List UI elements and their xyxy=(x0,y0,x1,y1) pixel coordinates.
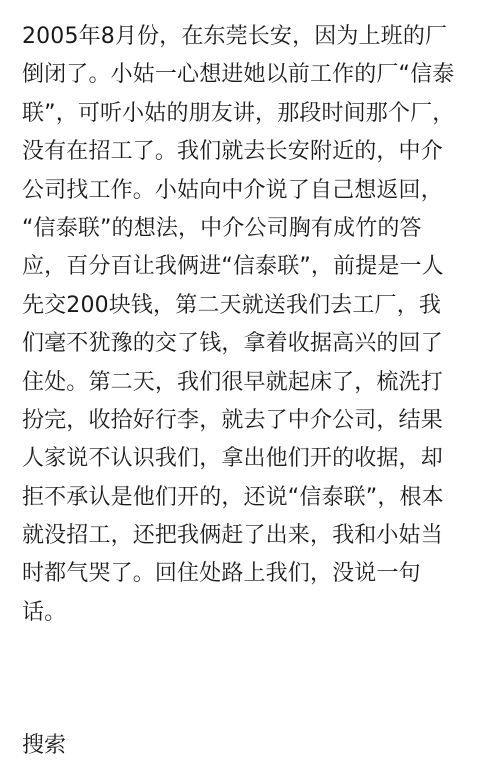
cut-off-next-line: 搜索 xyxy=(22,733,67,758)
article-line: 公司找工作。小姑向中介说了自己想返回， xyxy=(22,177,443,203)
article-line: 们毫不犹豫的交了钱，拿着收据高兴的回了 xyxy=(22,331,443,357)
article-body xyxy=(22,18,488,632)
article-line: “信泰联”的想法，中介公司胸有成竹的答 xyxy=(22,215,422,241)
article-line: 倒闭了。小姑一心想进她以前工作的厂“信泰 xyxy=(22,62,455,88)
article-line: 联”，可听小姑的朋友讲，那段时间那个厂， xyxy=(22,100,455,126)
article-line: 2005年8月份，在东莞长安，因为上班的厂 xyxy=(22,24,448,49)
article-line: 人家说不认识我们，拿出他们开的收据，却 xyxy=(22,446,443,472)
article-line: 话。 xyxy=(22,599,67,625)
article-line: 应，百分百让我俩进“信泰联”，前提是一人 xyxy=(22,254,444,280)
article-line: 就没招工，还把我俩赶了出来，我和小姑当 xyxy=(22,523,443,549)
article-line: 没有在招工了。我们就去长安附近的，中介 xyxy=(22,139,443,165)
article-line: 时都气哭了。回住处路上我们，没说一句 xyxy=(22,561,421,587)
article-line: 住处。第二天，我们很早就起床了，梳洗打 xyxy=(22,369,443,395)
article-line: 先交200块钱，第二天就送我们去工厂，我 xyxy=(22,292,441,318)
article-line: 拒不承认是他们开的，还说“信泰联”，根本 xyxy=(22,484,444,510)
article-line: 扮完，收拾好行李，就去了中介公司，结果 xyxy=(22,407,443,433)
